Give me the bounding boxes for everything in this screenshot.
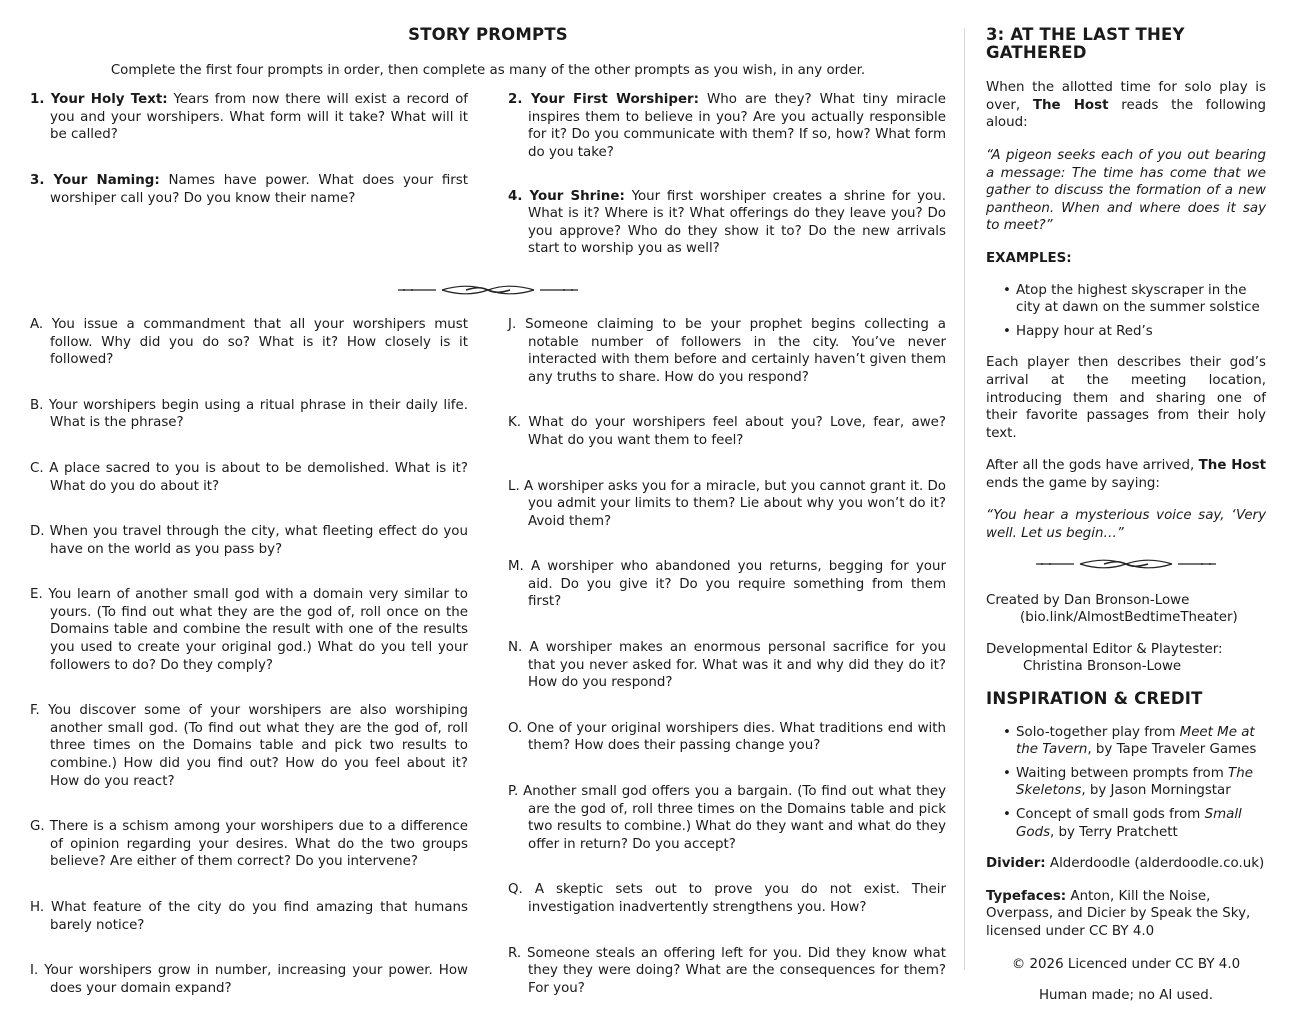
credit-text: , by Jason Morningstar (1081, 783, 1231, 799)
list-item (1016, 724, 1266, 759)
prompt-r: R. Someone steals an offering left for you. Did they know what they they were doing? What are the consequences for them? For you? (508, 945, 946, 996)
numbered-prompts (30, 91, 946, 284)
gathered-title: 3: AT THE LAST THEY GATHERED (986, 25, 1185, 62)
license-line: © 2026 Licenced under CC BY 4.0 (1011, 956, 1241, 972)
editor-label: Developmental Editor & Playtester: (986, 641, 1223, 657)
editor-name: Christina Bronson-Lowe (1023, 659, 1182, 675)
prompt-o: O. One of your original worshipers dies. What traditions end with them? How does their passing change you? (508, 720, 946, 754)
gathered-section (986, 26, 1266, 1019)
prompt-text: Your first worshiper creates a shrine for you. What is it? Where is it? What offerings do they leave you? Do you approve? Who do they show it to? Do the new arrivals start to worship you as well? (528, 188, 946, 257)
credits-list (986, 724, 1266, 842)
prompt-j: J. Someone claiming to be your prophet begins collecting a notable number of followers in the city. You’ve never interacted with them before and certainly haven’t given them any truths to share. How do you respond? (508, 316, 946, 385)
prompt-label: 4. Your Shrine: (508, 188, 625, 204)
mysterious-voice-quote: “You hear a mysterious voice say, ‘Very well. Let us begin…” (986, 508, 1266, 542)
lettered-prompts-left (30, 316, 468, 1025)
para-text: ends the game by saying: (986, 475, 1160, 491)
prompt-label: 2. Your First Worshiper: (508, 92, 699, 108)
para-text: When the allotted time for solo play is over, (986, 80, 1266, 113)
flourish-divider-icon (1034, 558, 1218, 570)
prompt-label: 1. Your Holy Text: (30, 92, 168, 108)
ending-paragraph (986, 457, 1266, 492)
lettered-prompts (30, 316, 946, 1025)
prompt-m: M. A worshiper who abandoned you returns, begging for your aid. Do you give it? Do you require something from them first? (508, 559, 946, 610)
flourish-divider-icon (396, 284, 580, 296)
solo-play-over-paragraph (986, 79, 1266, 132)
credit-work: The Skeletons (1016, 765, 1253, 799)
credit-text: Concept of small gods from (1016, 807, 1205, 822)
prompt-label: 3. Your Naming: (30, 172, 160, 188)
list-item (1016, 806, 1266, 841)
para-text: After all the gods have arrived, (986, 458, 1199, 474)
credit-text: , by Terry Pratchett (1050, 824, 1178, 840)
numbered-prompts-right (508, 91, 946, 284)
column-divider (964, 28, 965, 970)
prompt-a: A. You issue a commandment that all your worshipers must follow. Why did you do so? What is it? How closely is it followed? (30, 316, 468, 368)
divider-credit-label: Divider: (986, 856, 1046, 872)
prompt-i: I. Your worshipers grow in number, increasing your power. How does your domain expand? (30, 963, 468, 996)
prompt-g: G. There is a schism among your worshipers due to a difference of opinion regarding your desires. What do the two groups believe? Are either of them correct? Do you intervene? (30, 819, 468, 870)
created-by-link[interactable]: (bio.link/AlmostBedtimeTheater) (1020, 610, 1238, 626)
host-label: The Host (1032, 97, 1109, 113)
divider-credit (986, 855, 1266, 873)
prompt-e: E. You learn of another small god with a domain very similar to yours. (To find out what they are the god of, roll once on the Domains table and combine the result with one of the results you used to create your original god.) What do you tell your followers to do? Do they comply? (30, 587, 468, 673)
prompt-d: D. When you travel through the city, what fleeting effect do you have on the world as you pass by? (30, 524, 468, 557)
examples-label: EXAMPLES: (986, 250, 1072, 266)
story-prompts-title: STORY PROMPTS (408, 25, 568, 44)
prompt-text: Years from now there will exist a record of you and your worshipers. What form will it take? What will it be called? (50, 92, 469, 143)
lettered-prompts-right (508, 316, 946, 1025)
flourish-divider (986, 558, 1266, 574)
credit-work: Small Gods (1016, 807, 1242, 840)
flourish-divider (30, 284, 946, 300)
prompt-c: C. A place sacred to you is about to be demolished. What is it? What do you do about it? (30, 460, 468, 494)
story-prompts-intro: Complete the first four prompts in order, then complete as many of the other prompts as you wish, in any order. (110, 62, 866, 78)
arrival-paragraph: Each player then describes their god’s arrival at the meeting location, introducing them and sharing one of their favorite passages from their holy text. (986, 355, 1266, 441)
list-item (1016, 765, 1266, 800)
divider-credit-text: Alderdoodle (alderdoodle.co.uk) (1045, 856, 1265, 872)
story-prompts-section (30, 26, 946, 1025)
list-item: • Atop the highest skyscraper in the city at dawn on the summer solstice (1016, 282, 1266, 317)
typefaces-credit (986, 888, 1266, 941)
prompt-first-worshiper (508, 91, 946, 161)
inspiration-title: INSPIRATION & CREDIT (986, 689, 1203, 709)
pigeon-quote: “A pigeon seeks each of you out bearing a message: The time has come that we gather to discuss the formation of a new pantheon. When and where does it say to meet?” (986, 147, 1266, 234)
prompt-p: P. Another small god offers you a bargain. (To find out what they are the god of, roll three times on the Domains table and pick two results to combine.) What do they want and what do they offer in return? Do you accept? (508, 784, 946, 852)
examples-list (986, 282, 1266, 341)
prompt-text: Who are they? What tiny miracle inspires them to believe in you? Are you actually responsible for it? Do you communicate with them? If so, how? What form do you take? (528, 92, 946, 160)
prompt-l: L. A worshiper asks you for a miracle, but you cannot grant it. Do you admit your limits to them? Lie about why you won’t do it? Avoid them? (508, 478, 946, 529)
prompt-q: Q. A skeptic sets out to prove you do not exist. Their investigation inadvertently strengthens you. How? (508, 882, 946, 915)
typefaces-credit-label: Typefaces: (986, 888, 1067, 904)
para-text: reads the following aloud: (986, 97, 1266, 131)
created-by: Created by Dan Bronson-Lowe (986, 592, 1190, 608)
prompt-n: N. A worshiper makes an enormous personal sacrifice for you that you never asked for. What was it and why did they do it? How do you respond? (508, 640, 946, 691)
credit-text: Solo-together play from (1016, 724, 1180, 740)
prompt-holy-text (30, 91, 468, 144)
list-item: • Happy hour at Red’s (1016, 323, 1266, 341)
typefaces-credit-text: Anton, Kill the Noise, Overpass, and Dicier by Speak the Sky, licensed under CC BY 4.0 (986, 888, 1251, 939)
host-label: The Host (1198, 458, 1266, 474)
numbered-prompts-left (30, 91, 468, 284)
credit-work: Meet Me at the Tavern (1016, 724, 1255, 758)
prompt-f: F. You discover some of your worshipers are also worshiping another small god. (To find out what they are the god of, roll three times on the Domains table and pick two results to combine.) How did you find out? How do you feel about it? How do you react? (30, 703, 468, 789)
credit-text: , by Tape Traveler Games (1087, 742, 1257, 758)
credit-text: Waiting between prompts from (1016, 765, 1229, 781)
human-made-line: Human made; no AI used. (1038, 988, 1214, 1004)
prompt-shrine (508, 188, 946, 258)
prompt-k: K. What do your worshipers feel about you? Love, fear, awe? What do you want them to feel? (508, 415, 946, 448)
prompt-naming (30, 172, 468, 207)
prompt-b: B. Your worshipers begin using a ritual phrase in their daily life. What is the phrase? (30, 397, 468, 431)
prompt-text: Names have power. What does your first worshiper call you? Do you know their name? (50, 172, 468, 206)
prompt-h: H. What feature of the city do you find amazing that humans barely notice? (30, 900, 468, 933)
